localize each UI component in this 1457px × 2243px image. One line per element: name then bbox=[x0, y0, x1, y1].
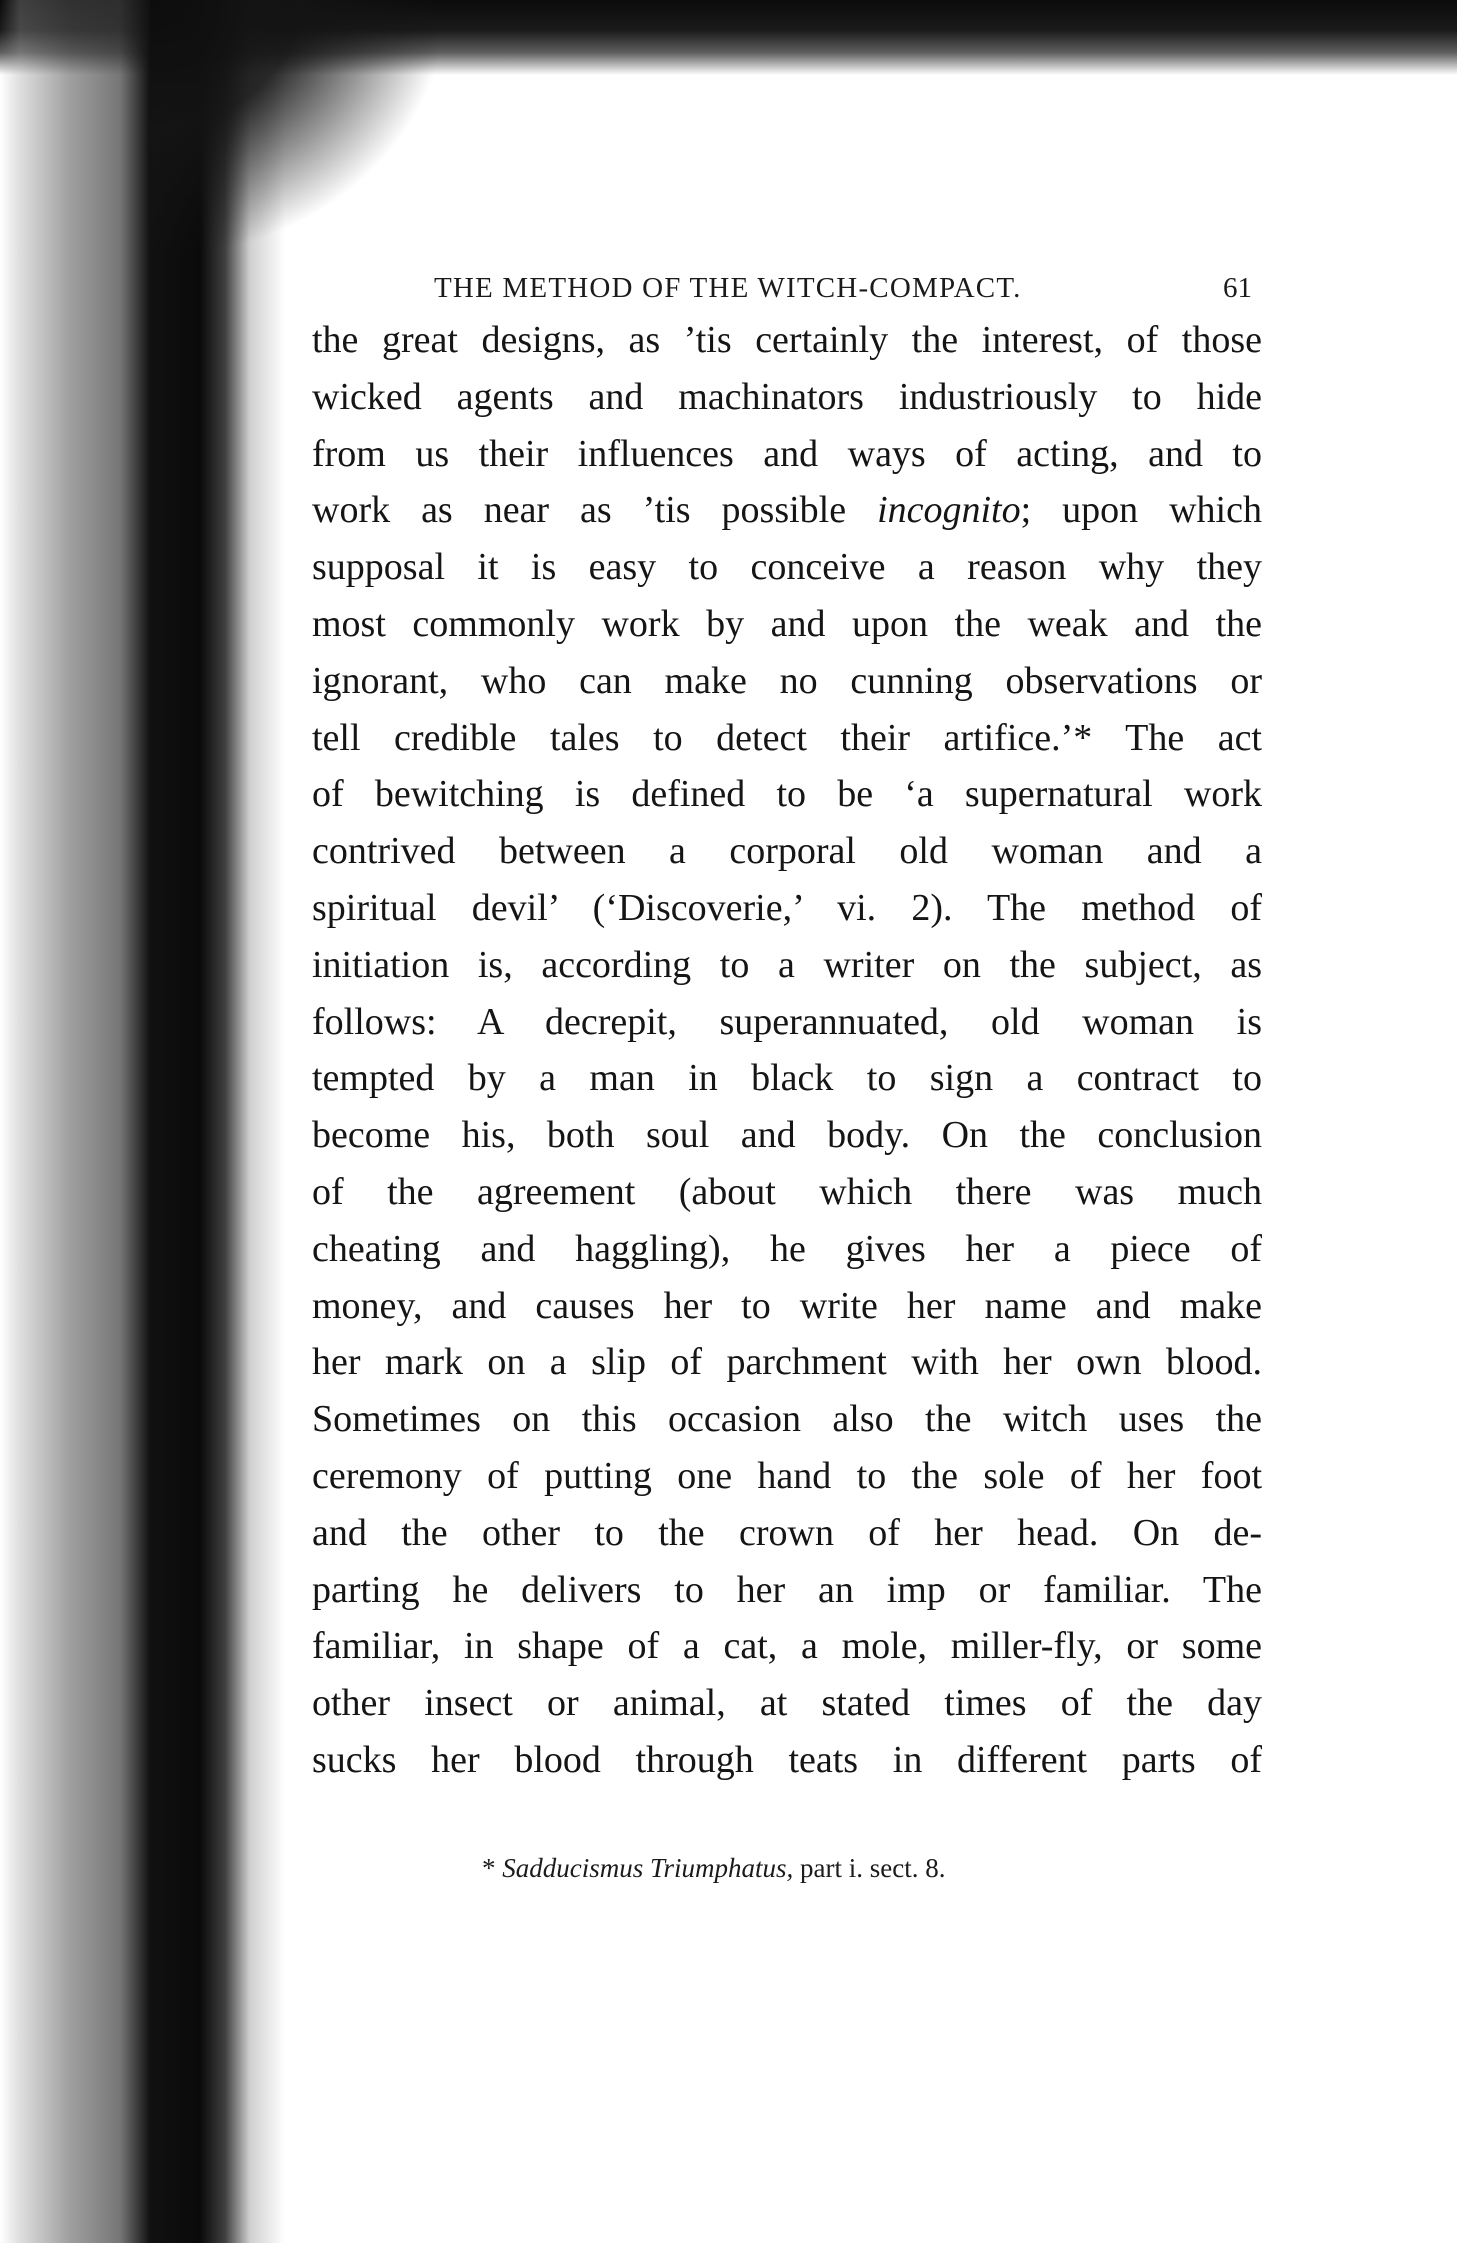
text-line: supposal it is easy to conceive a reason why they bbox=[312, 546, 1262, 589]
body-text bbox=[312, 312, 1262, 1789]
scan-shadow-corner bbox=[150, 0, 450, 260]
text-line: cheating and haggling), he gives her a piece of bbox=[312, 1227, 1262, 1270]
footnote-reference: part i. sect. 8. bbox=[800, 1853, 946, 1883]
text-segment: ; upon which bbox=[1020, 489, 1262, 532]
footnote-title: Sadducismus Triumphatus, bbox=[502, 1853, 794, 1883]
text-line: other insect or animal, at stated times of the day bbox=[312, 1682, 1262, 1725]
text-line: initiation is, according to a writer on the subject, as bbox=[312, 943, 1262, 986]
text-line: follows: A decrepit, superannuated, old woman is bbox=[312, 1000, 1262, 1043]
text-line: ceremony of putting one hand to the sole of her foot bbox=[312, 1454, 1262, 1497]
text-line: tell credible tales to detect their artifice.’* The act bbox=[312, 716, 1262, 759]
text-line-with-italic bbox=[312, 482, 1262, 539]
book-page bbox=[312, 262, 1262, 1789]
text-line: of bewitching is defined to be ‘a supernatural work bbox=[312, 773, 1262, 816]
page-number: 61 bbox=[1223, 272, 1252, 304]
text-line: from us their influences and ways of acting, and to bbox=[312, 432, 1262, 475]
text-line: the great designs, as ’tis certainly the interest, of those bbox=[312, 319, 1262, 361]
text-line: her mark on a slip of parchment with her own blood. bbox=[312, 1341, 1262, 1384]
text-line: sucks her blood through teats in different parts of bbox=[312, 1738, 1262, 1781]
text-segment: work as near as ’tis possible bbox=[312, 489, 878, 532]
footnote bbox=[482, 1853, 946, 1884]
text-line: become his, both soul and body. On the conclusion bbox=[312, 1114, 1262, 1157]
text-line: wicked agents and machinators industriously to hide bbox=[312, 375, 1262, 418]
italic-word: incognito bbox=[877, 489, 1021, 532]
running-title: THE METHOD OF THE WITCH-COMPACT. bbox=[434, 272, 1022, 304]
text-line: contrived between a corporal old woman and a bbox=[312, 830, 1262, 873]
text-line: money, and causes her to write her name and make bbox=[312, 1284, 1262, 1327]
footnote-marker: * bbox=[482, 1853, 496, 1883]
running-head bbox=[312, 262, 1262, 312]
text-line: Sometimes on this occasion also the witch uses the bbox=[312, 1398, 1262, 1441]
text-line: ignorant, who can make no cunning observations or bbox=[312, 659, 1262, 702]
text-line: familiar, in shape of a cat, a mole, miller-fly, or some bbox=[312, 1625, 1262, 1668]
text-line: of the agreement (about which there was much bbox=[312, 1170, 1262, 1213]
text-line: spiritual devil’ (‘Discoverie,’ vi. 2). The method of bbox=[312, 886, 1262, 929]
text-line: tempted by a man in black to sign a contract to bbox=[312, 1057, 1262, 1100]
text-line: parting he delivers to her an imp or familiar. The bbox=[312, 1568, 1262, 1611]
text-line: most commonly work by and upon the weak and the bbox=[312, 602, 1262, 645]
text-line: and the other to the crown of her head. On de- bbox=[312, 1511, 1262, 1554]
scan-shadow-gutter bbox=[0, 0, 290, 2243]
